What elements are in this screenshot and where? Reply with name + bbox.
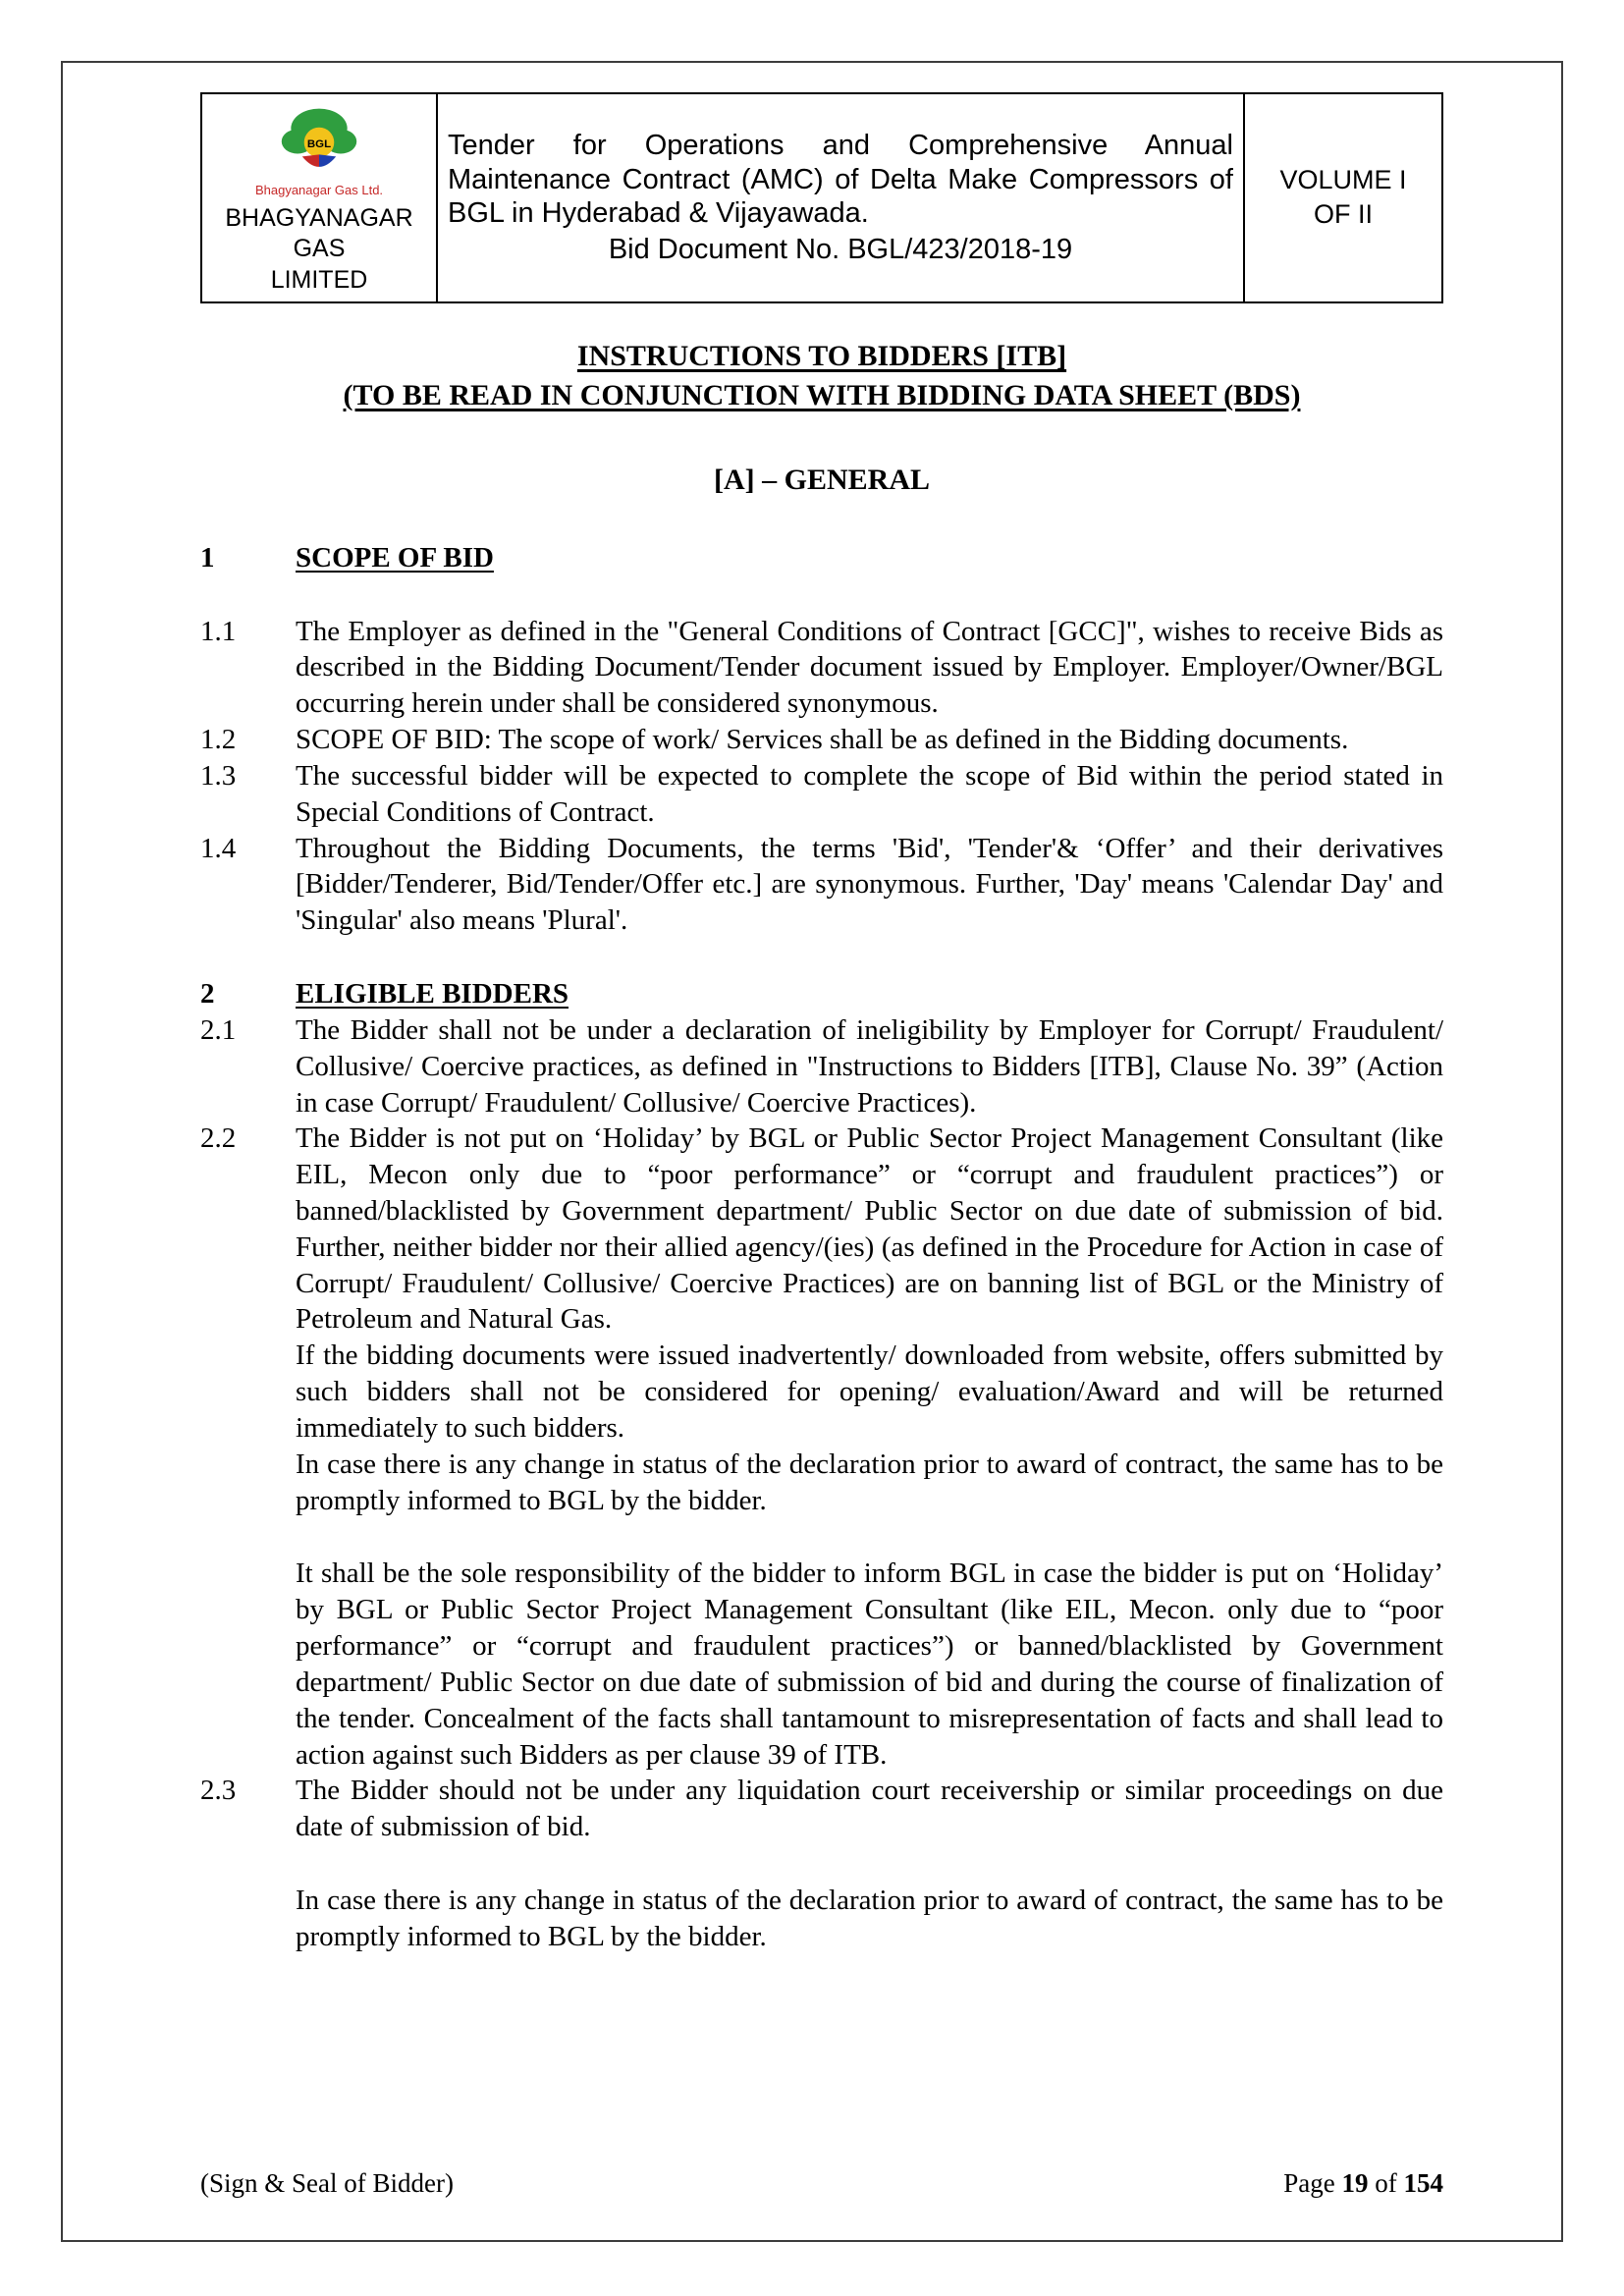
- clause-number: 1.2: [200, 724, 237, 756]
- clause-number: 2.3: [200, 1775, 237, 1807]
- clause-number: 1.3: [200, 759, 237, 792]
- section-heading-eligible-bidders: [200, 976, 1443, 1012]
- clause-number: 2.1: [200, 1013, 237, 1046]
- clause-2-3: [200, 1773, 1443, 1845]
- clause-1-1: [200, 614, 1443, 722]
- org-name: [212, 203, 426, 296]
- page-number: [1283, 2168, 1443, 2199]
- clause-number: 2.2: [200, 1122, 237, 1155]
- clause-1-2: [200, 722, 1443, 758]
- header-table: [200, 92, 1443, 303]
- section-heading-text: ELIGIBLE BIDDERS: [296, 978, 569, 1011]
- section-general-heading: [A] – GENERAL: [713, 463, 930, 496]
- tender-title-cell: [437, 93, 1244, 302]
- clause-text: SCOPE OF BID: The scope of work/ Services shall be as defined in the Bidding documents.: [296, 724, 1349, 756]
- bgl-logo-icon: [272, 100, 366, 185]
- clause-text: The Employer as defined in the "General Conditions of Contract [GCC]", wishes to receive Bids as described in the Bidding Document/Tender document issued by Employer. Employer/Owner/BGL occurring herein under shall be considered synonymous.: [296, 615, 1443, 720]
- clause-text: The Bidder shall not be under a declaration of ineligibility by Employer for Corrupt/ Fraudulent/ Collusive/ Coercive practices, as defined in "Instructions to Bidders [ITB], Clause No. 39” (Action in case Corrupt/ Fraudulent/ Collusive/ Coercive Practices).: [296, 1013, 1443, 1119]
- page-border: [61, 61, 1563, 2242]
- volume-cell: [1244, 93, 1442, 302]
- title-block: [200, 337, 1443, 416]
- clause-number: 1.4: [200, 832, 237, 864]
- sign-seal-note: (Sign & Seal of Bidder): [200, 2168, 454, 2198]
- of-word: of: [1375, 2168, 1397, 2198]
- clause-text: The successful bidder will be expected to complete the scope of Bid within the period stated in Special Conditions of Contract.: [296, 759, 1443, 828]
- clause-text: The Bidder should not be under any liquidation court receivership or similar proceedings on due date of submission of bid.: [296, 1775, 1443, 1843]
- page-content: [200, 92, 1443, 1955]
- clause-text: The Bidder is not put on ‘Holiday’ by BGL or Public Sector Project Management Consultant (like EIL, Mecon only due to “poor performance” or “corrupt and fraudulent practices”) or banned/blacklisted by Government department/ Public Sector on due date of submission of bid. Further, neither bidder nor their allied agency/(ies) (as defined in the Procedure for Action in case of Corrupt/ Fraudulent/ Collusive/ Coercive Practices) are on banning list of BGL or the Ministry of Petroleum and Natural Gas.: [296, 1122, 1443, 1336]
- org-name-line1: BHAGYANAGAR GAS: [225, 204, 413, 263]
- clause-1-3: [200, 758, 1443, 831]
- page-word: Page: [1283, 2168, 1335, 2198]
- clause-2-2-continuation-1: If the bidding documents were issued inadvertently/ downloaded from website, offers submitted by such bidders shall not be considered for opening/ evaluation/Award and will be returned immediately to such bidders.: [296, 1339, 1443, 1444]
- clause-text: Throughout the Bidding Documents, the terms 'Bid', 'Tender'& ‘Offer’ and their derivatives [Bidder/Tenderer, Bid/Tender/Offer etc.] are synonymous. Further, 'Day' means 'Calendar Day' and 'Singular' also means 'Plural'.: [296, 832, 1443, 937]
- clause-1-4: [200, 831, 1443, 939]
- logo-text: BGL: [306, 137, 332, 150]
- clause-2-2-continuation-2: In case there is any change in status of the declaration prior to award of contract, the same has to be promptly informed to BGL by the bidder.: [296, 1448, 1443, 1516]
- tender-title: Tender for Operations and Comprehensive Annual Maintenance Contract (AMC) of Delta Make Compressors of BGL in Hyderabad & Vijayawada.: [448, 129, 1233, 230]
- section-heading-text: SCOPE OF BID: [296, 541, 494, 574]
- clause-number: 2: [200, 978, 215, 1011]
- clause-2-2: [200, 1121, 1443, 1338]
- section-heading-scope-of-bid: [200, 540, 1443, 576]
- volume-line1: VOLUME I: [1279, 165, 1407, 195]
- clause-2-2-continuation-3: It shall be the sole responsibility of the bidder to inform BGL in case the bidder is put on ‘Holiday’ by BGL or Public Sector Project Management Consultant (like EIL, Mecon. only due to “poor performance” or “corrupt and fraudulent practices”) or banned/blacklisted by Government department/ Public Sector on due date of submission of bid and during the course of finalization of the tender. Concealment of the facts shall tantamount to misrepresentation of facts and shall lead to action against such Bidders as per clause 39 of ITB.: [296, 1558, 1443, 1771]
- document-title: INSTRUCTIONS TO BIDDERS [ITB]: [576, 339, 1067, 372]
- clause-number: 1.1: [200, 615, 237, 647]
- clause-number: 1: [200, 541, 215, 574]
- page-footer: [200, 2168, 1443, 2199]
- logo-caption: Bhagyanagar Gas Ltd.: [254, 183, 384, 197]
- bid-document-number: Bid Document No. BGL/423/2018-19: [608, 234, 1073, 266]
- org-name-line2: LIMITED: [270, 265, 368, 294]
- clause-2-1: [200, 1012, 1443, 1121]
- logo-cell: [201, 93, 437, 302]
- page-total: 154: [1403, 2168, 1443, 2198]
- clause-2-3-continuation-1: In case there is any change in status of the declaration prior to award of contract, the same has to be promptly informed to BGL by the bidder.: [296, 1885, 1443, 1952]
- document-body: [200, 540, 1443, 1955]
- volume-line2: OF II: [1314, 199, 1373, 230]
- page-current: 19: [1341, 2168, 1369, 2198]
- document-subtitle: (TO BE READ IN CONJUNCTION WITH BIDDING DATA SHEET (BDS): [343, 379, 1301, 412]
